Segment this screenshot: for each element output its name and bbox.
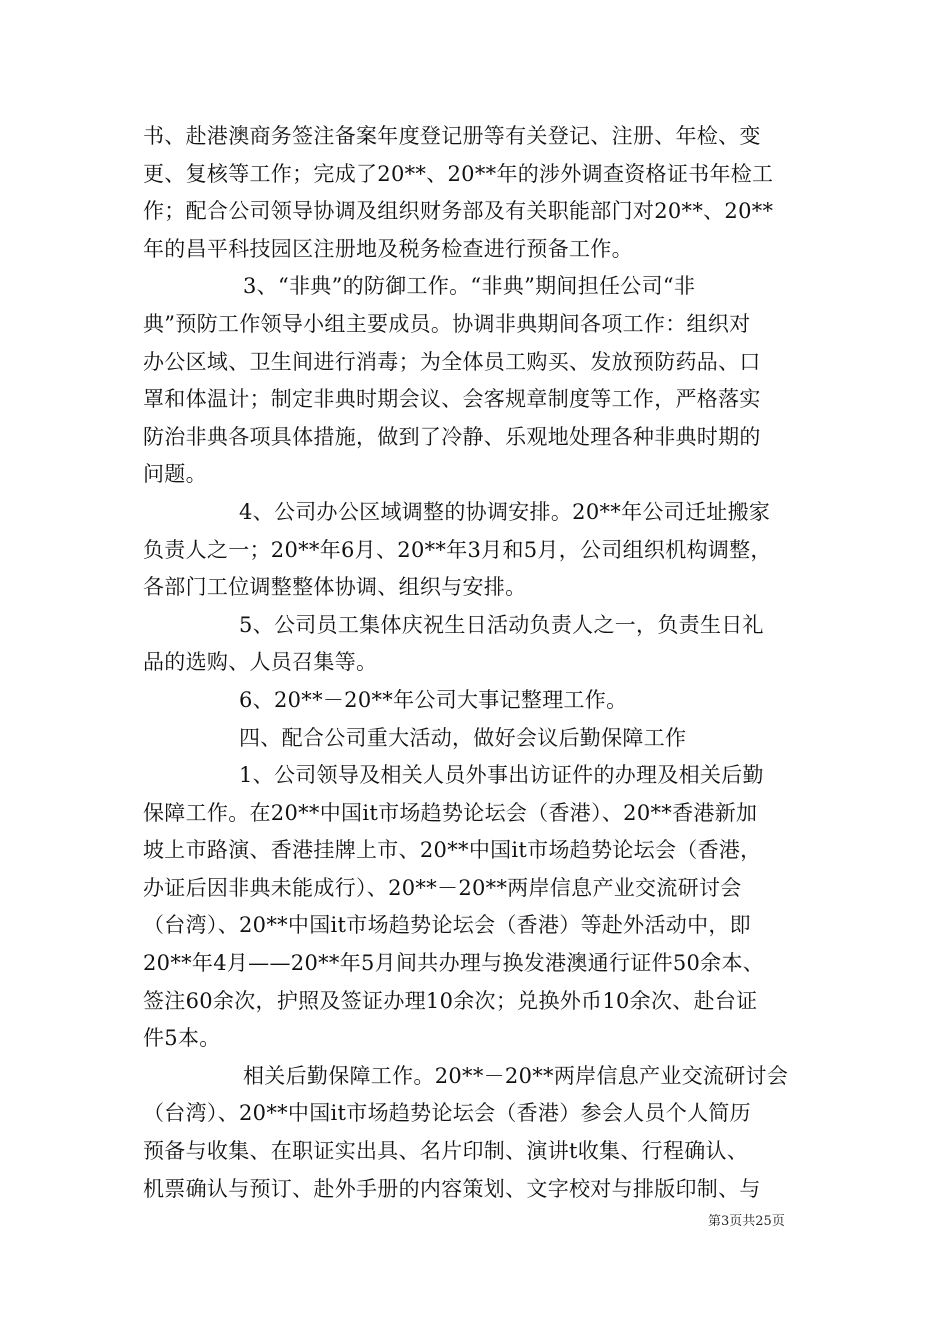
text-line: 品的选购、人员召集等。	[143, 650, 378, 675]
text-line: 相关后勤保障工作。20**－20**两岸信息产业交流研讨会	[243, 1063, 789, 1088]
text-line: 6、20**－20**年公司大事记整理工作。	[239, 687, 628, 712]
text-line: 签注60余次，护照及签证办理10余次；兑换外币10余次、赴台证	[143, 988, 758, 1013]
text-line: 机票确认与预订、赴外手册的内容策划、文字校对与排版印制、与	[143, 1176, 761, 1201]
text-line: （台湾）、20**中国it市场趋势论坛会（香港）等赴外活动中，即	[143, 913, 751, 938]
text-line: 负责人之一；20**年6月、20**年3月和5月，公司组织机构调整，	[143, 537, 772, 562]
text-line: 办公区域、卫生间进行消毒；为全体员工购买、发放预防药品、口	[143, 349, 761, 374]
text-line: （台湾）、20**中国it市场趋势论坛会（香港）参会人员个人简历	[143, 1101, 751, 1126]
document-body	[143, 118, 813, 1208]
section-heading: 四、配合公司重大活动，做好会议后勤保障工作	[239, 725, 687, 750]
text-line: 坡上市路演、香港挂牌上市、20**中国it市场趋势论坛会（香港，	[143, 838, 762, 863]
text-line: 保障工作。在20**中国it市场趋势论坛会（香港）、20**香港新加	[143, 800, 758, 825]
text-line: 书、赴港澳商务签注备案年度登记册等有关登记、注册、年检、变	[143, 124, 761, 148]
text-line: 20**年4月——20**年5月间共办理与换发港澳通行证件50余本、	[143, 951, 765, 976]
text-line: 更、复核等工作；完成了20**、20**年的涉外调查资格证书年检工	[143, 161, 774, 186]
text-line: 件5本。	[143, 1026, 221, 1051]
text-line: 办证后因非典未能成行）、20**－20**两岸信息产业交流研讨会	[143, 875, 742, 900]
text-line: 作；配合公司领导协调及组织财务部及有关职能部门对20**、20**	[143, 199, 774, 224]
text-line: 3、“非典”的防御工作。“非典”期间担任公司“非	[243, 274, 696, 299]
text-line: 4、公司办公区域调整的协调安排。20**年公司迁址搬家	[239, 499, 771, 524]
page-number-footer: 第3页共25页	[708, 1214, 785, 1229]
text-line: 防治非典各项具体措施，做到了冷静、乐观地处理各种非典时期的	[143, 424, 761, 449]
text-line: 年的昌平科技园区注册地及税务检查进行预备工作。	[143, 236, 633, 261]
text-line: 问题。	[143, 462, 207, 487]
text-line: 典”预防工作领导小组主要成员。协调非典期间各项工作：组织对	[143, 311, 751, 336]
text-line: 预备与收集、在职证实出具、名片印制、演讲t收集、行程确认、	[143, 1139, 749, 1164]
text-line: 5、公司员工集体庆祝生日活动负责人之一，负责生日礼	[239, 612, 764, 637]
text-line: 1、公司领导及相关人员外事出访证件的办理及相关后勤	[239, 763, 764, 788]
text-line: 各部门工位调整整体协调、组织与安排。	[143, 575, 527, 600]
text-line: 罩和体温计；制定非典时期会议、会客规章制度等工作，严格落实	[143, 387, 761, 412]
